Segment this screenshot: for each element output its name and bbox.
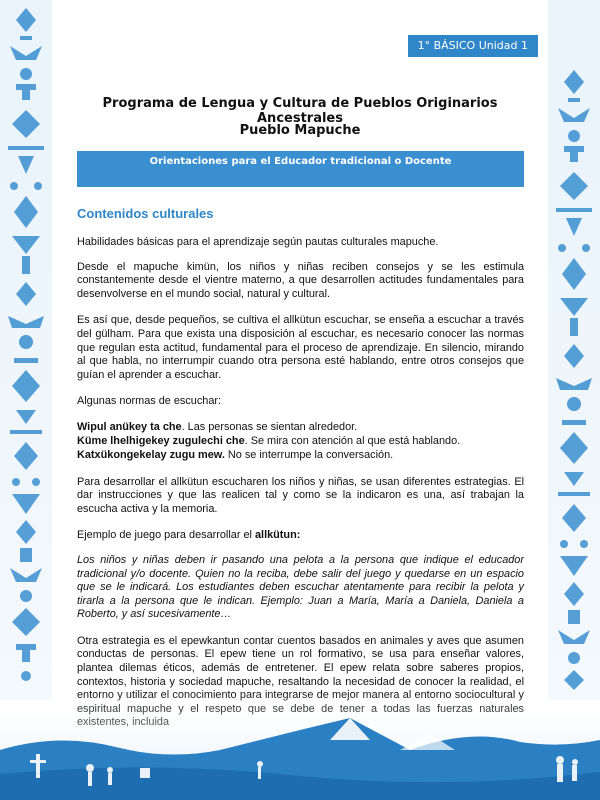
document-title: Programa de Lengua y Cultura de Pueblos Originarios Ancestrales (102, 96, 498, 126)
footer-illustration (0, 690, 600, 800)
mapuche-pattern-border-right (548, 0, 600, 700)
paragraph-8: Otra estrategia es el epewkantun contar cuentos basados en animales y aves que asumen conductas de personas. El epew tiene un rol formativo, se usa para enseñar valores, plantea dilemas éticos, además de entretener. El epew relata sobre saberes propios, contextos, historia y sociedad mapuche, resaltando la necesidad de conocer la realidad, el (77, 634, 524, 688)
section-title: Contenidos culturales (77, 206, 214, 221)
norm-item (77, 434, 524, 448)
document-subtitle: Pueblo Mapuche (239, 123, 361, 138)
paragraph-6-text: Ejemplo de juego para desarrollar el (77, 529, 255, 542)
paragraph-3: Es así que, desde pequeños, se cultiva el allkütun escuchar, se enseña a escuchar a través del gülham. Para que exista una disposición al escuchar, es necesario conocer las normas que regulan esta actitud, fundamental para el proceso de aprendizaje. En silencio, mirando al que habla, no interrumpir cuando otra persona esté hablando, entre otros consejos que guían el aprender a escuchar. (77, 314, 524, 381)
norm-text: No se interrumpe la conversación. (224, 449, 394, 462)
landscape-silhouette-illustration (0, 690, 600, 800)
norm-text: . Las personas se sientan alrededor. (181, 420, 358, 433)
norm-text: . Se mira con atención al que está hablando. (244, 435, 461, 448)
right-decorative-border (548, 0, 600, 700)
paragraph-2: Desde el mapuche kimün, los niños y niñas reciben consejos y se les estimula constantemente desde el vientre materno, a que desarrollen actitudes fundamentales para desenvolverse en el mundo social, natural y cultural. (77, 260, 524, 300)
paragraph-6-term: allkütun: (254, 529, 301, 542)
norm-term: Katxükongekelay zugu mew. (77, 449, 225, 462)
paragraph-7: Los niños y niñas deben ir pasando una pelota a la persona que indique el educador tradicional y/o docente. Quien no la reciba, debe salir del juego y quedarse en un espacio que se le indicará. Los estudiantes deben escuchar atentamente para recibir la pelota y tirarla a la persona que le indican. Ejemplo: Juan a María, María a Daniela, Daniela a Roberto, y así sucesivamente… (77, 553, 524, 621)
section-banner: Orientaciones para el Educador tradicional o Docente (77, 151, 524, 187)
unit-tab: 1° BÁSICO Unidad 1 (408, 35, 538, 57)
paragraph-5: Para desarrollar el allkütun escucharen los niños y niñas, se usan diferentes estrategias. El dar instrucciones y que las realicen tal y como se la indicaron es una, así trabajan la escucha activa y la memoria. (77, 475, 524, 515)
paragraph-1: Habilidades básicas para el aprendizaje según pautas culturales mapuche. (77, 236, 439, 248)
mapuche-pattern-border-left (0, 0, 52, 700)
paragraph-4: Algunas normas de escuchar: (77, 395, 222, 408)
norm-term: Wipul anükey ta che (77, 420, 182, 433)
norm-term: Küme lhelhigekey zugulechi che (77, 435, 245, 448)
norm-item (77, 420, 524, 434)
norm-item (77, 448, 524, 462)
norms-list (77, 420, 524, 463)
paragraph-6 (77, 529, 524, 543)
main-content (77, 206, 524, 730)
left-decorative-border (0, 0, 52, 700)
